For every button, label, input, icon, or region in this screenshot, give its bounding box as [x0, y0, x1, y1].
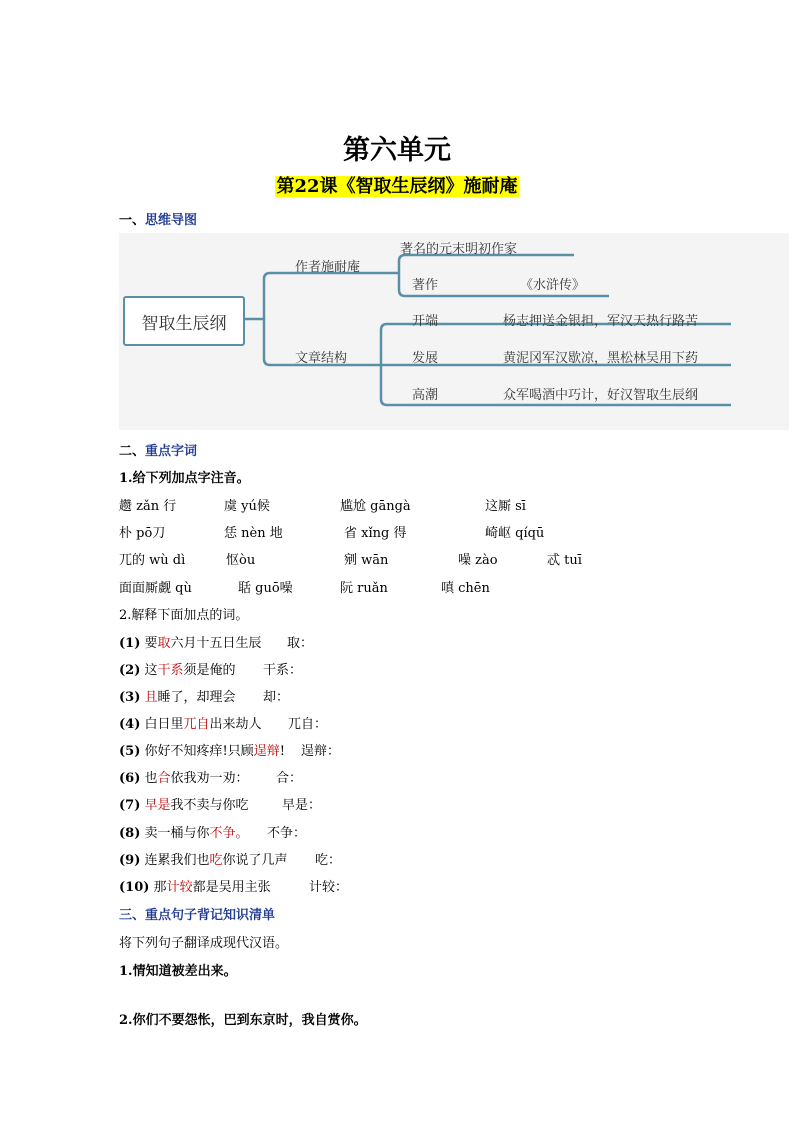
item-9-post: 你说了几声 [222, 853, 288, 868]
item-4-prompt: 兀自： [288, 717, 328, 732]
item-9-number: (9) [119, 853, 141, 868]
pinyin-r3-c3: 剜 wān [344, 553, 389, 568]
mind-map-root: 智取生辰纲 [123, 296, 245, 346]
pinyin-r1-c4: 这厮 sī [485, 499, 526, 514]
item-2-pre: 这 [144, 663, 158, 678]
pinyin-r2-c3: 省 xǐng 得 [344, 526, 407, 541]
item-5-keyword: 逞辩 [253, 744, 280, 759]
pinyin-r4-c4: 嗔 chēn [441, 581, 490, 596]
item-3-keyword: 且 [144, 690, 158, 705]
item-9 [119, 849, 288, 868]
structure-item-1-key: 开端 [412, 314, 439, 329]
item-10-keyword: 计较 [166, 880, 193, 895]
item-3-post: 睡了，却理会 [157, 690, 236, 705]
pinyin-r3-c4: 噪 zào [458, 553, 498, 568]
item-2 [119, 659, 236, 678]
item-1-keyword: 取 [157, 636, 171, 651]
item-1-prompt: 取： [287, 636, 314, 651]
item-8-keyword: 不争 [209, 826, 236, 841]
item-5-prompt: 逞辩： [301, 744, 341, 759]
item-2-post: 须是俺的 [183, 663, 236, 678]
section-2-number: 二、 [119, 444, 146, 459]
item-5-post: ! [279, 744, 285, 759]
pinyin-r3-c2: 怄òu [226, 553, 256, 568]
section-1-heading [119, 209, 197, 228]
item-2-prompt: 干系： [263, 663, 303, 678]
author-item-2-value: 《水浒传》 [520, 278, 586, 293]
pinyin-r4-c1: 面面厮觑 qù [119, 581, 192, 596]
translate-instruction: 将下列句子翻译成现代汉语。 [119, 936, 289, 951]
item-6-post: 依我劝一劝： [170, 771, 249, 786]
item-6-keyword: 合 [157, 771, 171, 786]
item-10-pre: 那 [153, 880, 167, 895]
item-4-keyword: 兀自 [183, 717, 210, 732]
section-2-label: 重点字词 [145, 444, 198, 459]
item-4-post: 出来劫人 [209, 717, 262, 732]
sentence-2: 2.你们不要怨怅，巴到东京时，我自赏你。 [119, 1013, 367, 1028]
item-7-number: (7) [119, 798, 141, 813]
item-8 [119, 822, 249, 841]
item-9-keyword: 吃 [209, 853, 223, 868]
mind-map [119, 233, 789, 430]
pinyin-r2-c2: 恁 nèn 地 [224, 526, 283, 541]
pinyin-r2-c1: 朴 pō刀 [119, 526, 166, 541]
item-6 [119, 767, 249, 786]
item-8-pre: 卖一桶与你 [144, 826, 210, 841]
item-9-prompt: 吃： [315, 853, 342, 868]
author-item-1: 著名的元末明初作家 [400, 242, 518, 257]
question-1: 1.给下列加点字注音。 [119, 471, 250, 486]
pinyin-r3-c1: 兀的 wù dì [119, 553, 186, 568]
item-6-pre: 也 [144, 771, 158, 786]
section-1-number: 一、 [119, 213, 146, 228]
item-3-number: (3) [119, 690, 141, 705]
page-title: 第六单元 [343, 135, 451, 166]
structure-item-2-key: 发展 [412, 351, 439, 366]
item-8-post: 。 [235, 826, 249, 841]
branch-author: 作者施耐庵 [295, 260, 361, 275]
item-6-prompt: 合： [276, 771, 303, 786]
item-7-post: 我不卖与你吃 [170, 798, 249, 813]
item-10-number: (10) [119, 880, 150, 895]
item-8-prompt: 不争： [267, 826, 307, 841]
pinyin-r2-c4: 崎岖 qíqū [485, 526, 545, 541]
section-1-label: 思维导图 [145, 213, 198, 228]
item-1-post: 六月十五日生辰 [170, 636, 262, 651]
item-4 [119, 713, 262, 732]
item-1 [119, 632, 262, 651]
item-1-pre: 要 [144, 636, 158, 651]
item-5 [119, 740, 285, 759]
item-5-pre: 你好不知疼痒!只顾 [144, 744, 254, 759]
question-2: 2.解释下面加点的词。 [119, 608, 249, 623]
structure-item-3-key: 高潮 [412, 388, 439, 403]
structure-item-3-value: 众军喝酒中巧计，好汉智取生辰纲 [503, 388, 699, 403]
item-6-number: (6) [119, 771, 141, 786]
item-7 [119, 794, 249, 813]
pinyin-r4-c2: 聒 guō噪 [238, 581, 293, 596]
item-2-number: (2) [119, 663, 141, 678]
pinyin-r1-c3: 尴尬 gāngà [340, 499, 411, 514]
pinyin-r1-c2: 虞 yú候 [224, 499, 270, 514]
item-5-number: (5) [119, 744, 141, 759]
pinyin-r3-c5: 忒 tuī [547, 553, 582, 568]
author-item-2-key: 著作 [412, 278, 439, 293]
item-7-prompt: 早是： [282, 798, 322, 813]
item-8-number: (8) [119, 826, 141, 841]
item-4-number: (4) [119, 717, 141, 732]
structure-item-1-value: 杨志押送金银担，军汉天热行路苦 [503, 314, 699, 329]
item-3 [119, 686, 236, 705]
item-4-pre: 白日里 [144, 717, 184, 732]
pinyin-r1-c1: 趱 zǎn 行 [119, 499, 177, 514]
structure-item-2-value: 黄泥冈军汉歇凉，黑松林吴用下药 [503, 351, 699, 366]
pinyin-r4-c3: 阮 ruǎn [340, 581, 388, 596]
section-2-heading [119, 440, 197, 459]
item-2-keyword: 干系 [157, 663, 184, 678]
item-10-post: 都是吴用主张 [192, 880, 271, 895]
sentence-1: 1.情知道被差出来。 [119, 964, 237, 979]
branch-structure: 文章结构 [295, 351, 348, 366]
lesson-title-wrap [0, 172, 794, 198]
lesson-title: 第22课《智取生辰纲》施耐庵 [276, 176, 518, 197]
item-1-number: (1) [119, 636, 141, 651]
item-10 [119, 876, 271, 895]
item-10-prompt: 计较： [309, 880, 349, 895]
item-7-keyword: 早是 [144, 798, 171, 813]
item-9-pre: 连累我们也 [144, 853, 210, 868]
item-3-prompt: 却： [263, 690, 290, 705]
section-3-heading: 三、重点句子背记知识清单 [119, 908, 276, 923]
